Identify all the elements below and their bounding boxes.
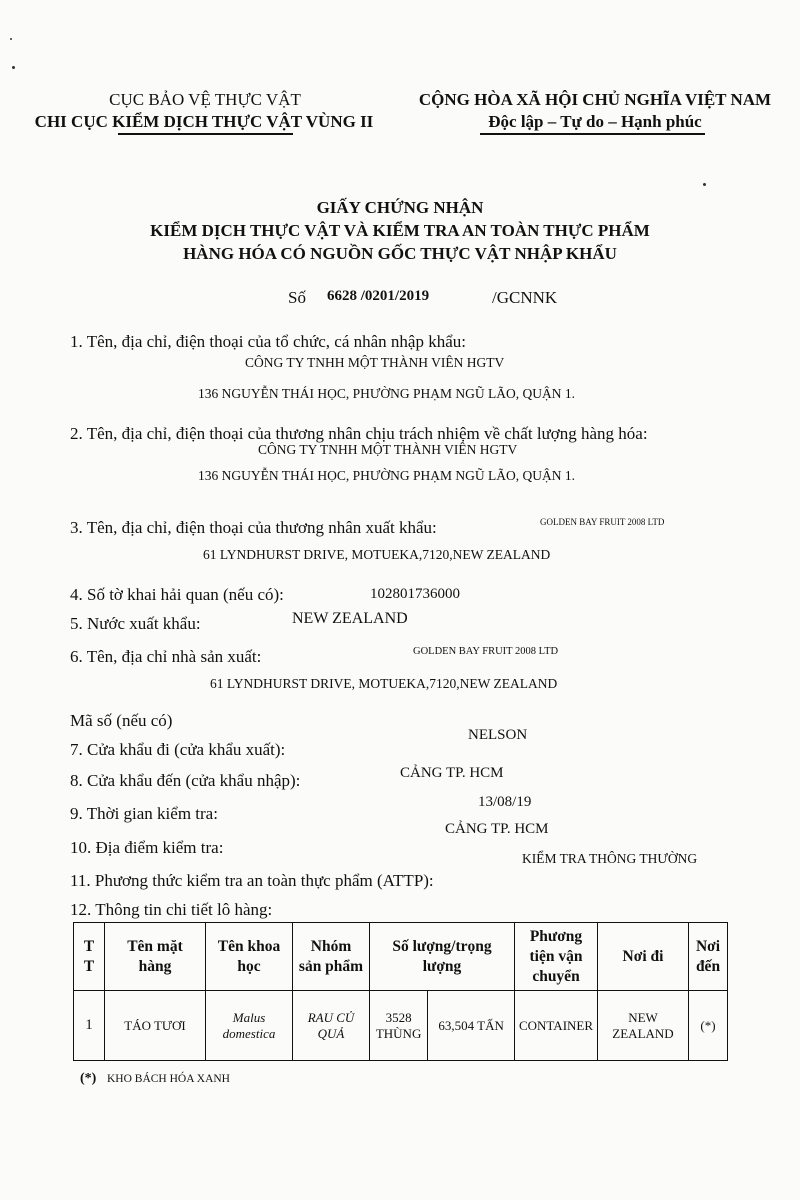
col-product-name-label: Tên mặt — [127, 937, 183, 955]
row-origin-2: ZEALAND — [612, 1025, 674, 1041]
inspection-time-label: 9. Thời gian kiểm tra: — [70, 804, 218, 823]
customs-declaration-number: 102801736000 — [370, 586, 460, 602]
document-title: GIẤY CHỨNG NHẬN — [316, 198, 484, 217]
col-tt-label: T — [83, 937, 95, 955]
col-quantity-label: Số lượng/trọng — [392, 937, 492, 955]
row-product-group-1: RAU CỦ — [307, 1009, 355, 1025]
table-header-row — [74, 923, 728, 991]
col-transport — [515, 923, 598, 991]
row-product-group-2: QUẢ — [317, 1025, 345, 1041]
row-destination: (*) — [689, 991, 728, 1061]
row-quantity-1: 3528 — [385, 1009, 412, 1025]
row-product-name: TÁO TƯƠI — [105, 991, 206, 1061]
inspection-place: CẢNG TP. HCM — [445, 821, 549, 837]
col-scientific-name-label-2: học — [237, 957, 261, 975]
national-motto: Độc lập – Tự do – Hạnh phúc — [488, 112, 702, 131]
producer-name: GOLDEN BAY FRUIT 2008 LTD — [413, 646, 559, 657]
col-tt — [74, 923, 105, 991]
row-scientific-name — [206, 991, 293, 1061]
inspection-place-label: 10. Địa điểm kiểm tra: — [70, 838, 224, 857]
producer-label: 6. Tên, địa chỉ nhà sản xuất: — [70, 647, 262, 666]
col-transport-label-3: chuyển — [532, 967, 580, 985]
col-origin — [598, 923, 689, 991]
cert-number-prefix: Số — [288, 288, 306, 307]
shipment-table — [73, 922, 728, 1061]
row-quantity — [370, 991, 428, 1061]
cert-number: 6628 /0201/2019 — [327, 288, 430, 304]
shipment-details-label: 12. Thông tin chi tiết lô hàng: — [70, 900, 273, 919]
row-origin-1: NEW — [628, 1009, 658, 1025]
col-transport-label: Phương — [529, 927, 583, 945]
footnote-text: KHO BÁCH HÓA XANH — [107, 1073, 230, 1085]
row-origin — [598, 991, 689, 1061]
col-scientific-name-label: Tên khoa — [217, 937, 281, 955]
col-tt-label-2: T — [83, 957, 95, 975]
importer-label: 1. Tên, địa chỉ, điện thoại của tổ chức, cá nhân nhập khẩu: — [70, 332, 466, 351]
row-scientific-name-1: Malus — [232, 1009, 266, 1025]
col-destination-label-2: đến — [695, 957, 721, 975]
food-safety-method-label: 11. Phương thức kiểm tra an toàn thực phẩm (ATTP): — [70, 871, 434, 890]
sub-agency-underline — [118, 133, 293, 135]
col-transport-label-2: tiện vận — [529, 947, 583, 965]
exporter-name: GOLDEN BAY FRUIT 2008 LTD — [540, 517, 665, 527]
row-transport: CONTAINER — [515, 991, 598, 1061]
row-tt: 1 — [74, 991, 105, 1061]
document-title-line3: HÀNG HÓA CÓ NGUỒN GỐC THỰC VẬT NHẬP KHẨU — [183, 244, 617, 263]
col-quantity-label-2: lượng — [422, 957, 462, 975]
row-quantity-2: THÙNG — [375, 1025, 422, 1041]
col-product-group-label: Nhóm — [310, 937, 352, 955]
col-product-group-label-2: sản phẩm — [298, 957, 364, 975]
table-row — [74, 991, 728, 1061]
col-product-name — [105, 923, 206, 991]
col-scientific-name — [206, 923, 293, 991]
cert-number-suffix: /GCNNK — [492, 288, 558, 307]
importer-address: 136 NGUYỄN THÁI HỌC, PHƯỜNG PHẠM NGŨ LÃO, QUẬN 1. — [198, 386, 575, 401]
scan-speck — [10, 38, 12, 40]
code-label: Mã số (nếu có) — [70, 711, 173, 730]
customs-declaration-label: 4. Số tờ khai hải quan (nếu có): — [70, 585, 284, 604]
col-destination — [689, 923, 728, 991]
inspection-date: 13/08/19 — [478, 794, 532, 810]
col-origin-label: Nơi đi — [622, 947, 664, 965]
exporter-label: 3. Tên, địa chỉ, điện thoại của thương nhân xuất khẩu: — [70, 518, 437, 537]
departure-port-label: 7. Cửa khẩu đi (cửa khẩu xuất): — [70, 740, 286, 759]
departure-port: NELSON — [468, 727, 528, 743]
responsible-trader-name: CÔNG TY TNHH MỘT THÀNH VIÊN HGTV — [258, 442, 518, 457]
document-title-line2: KIỂM DỊCH THỰC VẬT VÀ KIỂM TRA AN TOÀN THỰC PHẨM — [150, 221, 650, 240]
importer-name: CÔNG TY TNHH MỘT THÀNH VIÊN HGTV — [245, 355, 505, 370]
exporter-address: 61 LYNDHURST DRIVE, MOTUEKA,7120,NEW ZEALAND — [203, 547, 551, 562]
col-product-group — [293, 923, 370, 991]
col-quantity-weight — [370, 923, 515, 991]
producer-address: 61 LYNDHURST DRIVE, MOTUEKA,7120,NEW ZEALAND — [210, 676, 558, 691]
sub-agency-name: CHI CỤC KIỂM DỊCH THỰC VẬT VÙNG II — [34, 112, 374, 131]
footnote-marker: (*) — [80, 1071, 97, 1086]
food-safety-method: KIỂM TRA THÔNG THƯỜNG — [522, 851, 698, 866]
col-product-name-label-2: hàng — [138, 957, 172, 975]
agency-name: CỤC BẢO VỆ THỰC VẬT — [109, 90, 301, 109]
responsible-trader-address: 136 NGUYỄN THÁI HỌC, PHƯỜNG PHẠM NGŨ LÃO, QUẬN 1. — [198, 468, 575, 483]
responsible-trader-label: 2. Tên, địa chỉ, điện thoại của thương nhân chịu trách nhiệm về chất lượng hàng hóa: — [70, 424, 648, 443]
motto-underline — [480, 133, 705, 135]
row-scientific-name-2: domestica — [222, 1025, 276, 1041]
country-name: CỘNG HÒA XÃ HỘI CHỦ NGHĨA VIỆT NAM — [418, 90, 772, 109]
col-destination-label: Nơi — [695, 937, 721, 955]
scan-speck — [703, 183, 706, 186]
row-weight: 63,504 TẤN — [428, 991, 515, 1061]
export-country: NEW ZEALAND — [292, 610, 408, 627]
export-country-label: 5. Nước xuất khẩu: — [70, 614, 201, 633]
arrival-port-label: 8. Cửa khẩu đến (cửa khẩu nhập): — [70, 771, 301, 790]
row-product-group — [293, 991, 370, 1061]
arrival-port: CẢNG TP. HCM — [400, 765, 504, 781]
scan-speck — [12, 66, 15, 69]
